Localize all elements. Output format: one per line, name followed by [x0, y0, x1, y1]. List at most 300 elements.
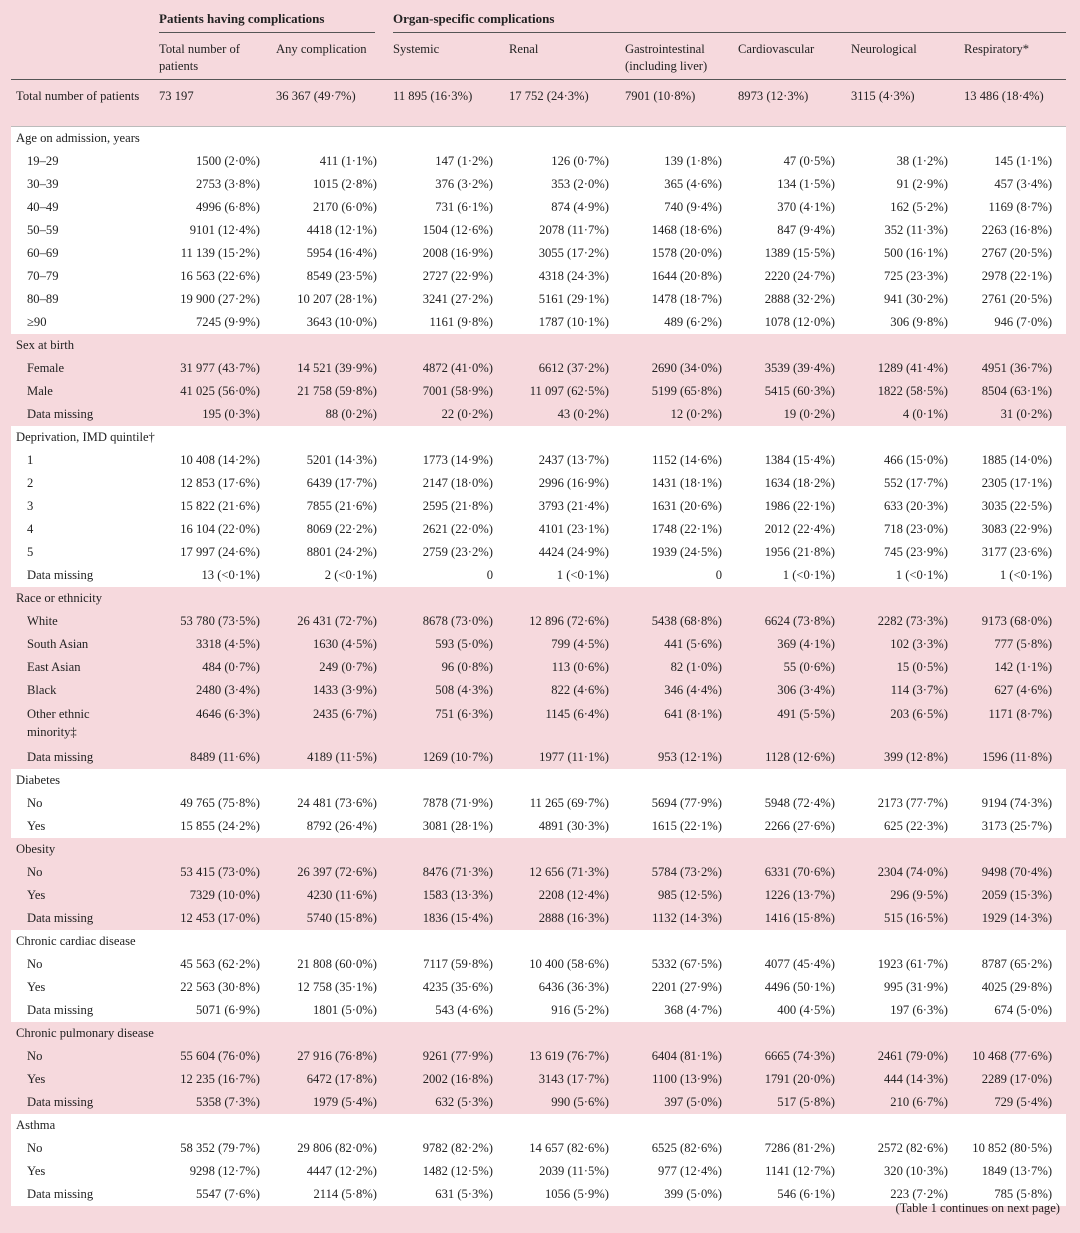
table-row [11, 196, 1066, 219]
table-cell: 725 (23·3%) [847, 265, 960, 288]
table-cell: 12 (0·2%) [621, 403, 734, 426]
table-cell: 1132 (14·3%) [621, 907, 734, 930]
table-cell: 8504 (63·1%) [960, 380, 1066, 403]
table-cell: 2147 (18·0%) [389, 472, 505, 495]
table-cell: 4230 (11·6%) [272, 884, 389, 907]
table-cell: 10 852 (80·5%) [960, 1137, 1066, 1160]
table-cell: 1141 (12·7%) [734, 1160, 847, 1183]
table-cell: 731 (6·1%) [389, 196, 505, 219]
table-cell: 12 235 (16·7%) [155, 1068, 272, 1091]
table-row [11, 953, 1066, 976]
table-cell: 4996 (6·8%) [155, 196, 272, 219]
table-cell: 411 (1·1%) [272, 150, 389, 173]
table-cell: 2595 (21·8%) [389, 495, 505, 518]
table-cell: 508 (4·3%) [389, 679, 505, 702]
table-cell: 1468 (18·6%) [621, 219, 734, 242]
table-cell: 4872 (41·0%) [389, 357, 505, 380]
table-cell: 14 521 (39·9%) [272, 357, 389, 380]
table-cell: 1791 (20·0%) [734, 1068, 847, 1091]
table-cell: 195 (0·3%) [155, 403, 272, 426]
table-cell: 22 (0·2%) [389, 403, 505, 426]
table-cell: 147 (1·2%) [389, 150, 505, 173]
table-row [11, 633, 1066, 656]
table-cell: 400 (4·5%) [734, 999, 847, 1022]
table-cell: 3081 (28·1%) [389, 815, 505, 838]
table-cell: 0 [389, 564, 505, 587]
table-cell: 1956 (21·8%) [734, 541, 847, 564]
table-cell: 641 (8·1%) [621, 702, 734, 746]
table-cell: 1161 (9·8%) [389, 311, 505, 334]
table-row [11, 564, 1066, 587]
table-cell: 2012 (22·4%) [734, 518, 847, 541]
table-cell: 995 (31·9%) [847, 976, 960, 999]
table-cell: 1500 (2·0%) [155, 150, 272, 173]
table-cell: 1787 (10·1%) [505, 311, 621, 334]
column-header: Respiratory* [960, 36, 1066, 80]
table-cell: 1801 (5·0%) [272, 999, 389, 1022]
table-cell: 88 (0·2%) [272, 403, 389, 426]
table-row [11, 656, 1066, 679]
table-cell: 1384 (15·4%) [734, 449, 847, 472]
table-cell: 10 207 (28·1%) [272, 288, 389, 311]
section-title: Deprivation, IMD quintile† [11, 426, 1066, 449]
table-cell: 1478 (18·7%) [621, 288, 734, 311]
table-cell: 8801 (24·2%) [272, 541, 389, 564]
row-label: Other ethnic minority‡ [11, 702, 155, 746]
section-title: Chronic cardiac disease [11, 930, 1066, 953]
table-cell: 26 397 (72·6%) [272, 861, 389, 884]
table-cell: 2039 (11·5%) [505, 1160, 621, 1183]
table-row [11, 679, 1066, 702]
row-label: No [11, 1137, 155, 1160]
table-cell: 1615 (22·1%) [621, 815, 734, 838]
table-cell: 4418 (12·1%) [272, 219, 389, 242]
table-cell: 1583 (13·3%) [389, 884, 505, 907]
table-cell: 1923 (61·7%) [847, 953, 960, 976]
table-cell: 353 (2·0%) [505, 173, 621, 196]
table-cell: 296 (9·5%) [847, 884, 960, 907]
table-cell: 4189 (11·5%) [272, 746, 389, 769]
table-cell: 6404 (81·1%) [621, 1045, 734, 1068]
table-cell: 822 (4·6%) [505, 679, 621, 702]
table-cell: 11 139 (15·2%) [155, 242, 272, 265]
column-header: Systemic [389, 36, 505, 80]
table-cell: 6439 (17·7%) [272, 472, 389, 495]
table-cell: 8973 (12·3%) [734, 80, 847, 127]
table-cell: 985 (12·5%) [621, 884, 734, 907]
table-cell: 29 806 (82·0%) [272, 1137, 389, 1160]
table-row [11, 403, 1066, 426]
table-cell: 102 (3·3%) [847, 633, 960, 656]
table-cell: 397 (5·0%) [621, 1091, 734, 1114]
table-cell: 0 [621, 564, 734, 587]
table-cell: 55 (0·6%) [734, 656, 847, 679]
section-title: Obesity [11, 838, 1066, 861]
table-cell: 3539 (39·4%) [734, 357, 847, 380]
table-cell: 2978 (22·1%) [960, 265, 1066, 288]
table-cell: 633 (20·3%) [847, 495, 960, 518]
table-cell: 4891 (30·3%) [505, 815, 621, 838]
table-cell: 3035 (22·5%) [960, 495, 1066, 518]
table-cell: 8792 (26·4%) [272, 815, 389, 838]
table-cell: 2059 (15·3%) [960, 884, 1066, 907]
table-cell: 13 486 (18·4%) [960, 80, 1066, 127]
table-cell: 399 (12·8%) [847, 746, 960, 769]
table-cell: 674 (5·0%) [960, 999, 1066, 1022]
table-cell: 145 (1·1%) [960, 150, 1066, 173]
table-cell: 17 752 (24·3%) [505, 80, 621, 127]
table-cell: 916 (5·2%) [505, 999, 621, 1022]
table-cell: 11 265 (69·7%) [505, 792, 621, 815]
table-cell: 466 (15·0%) [847, 449, 960, 472]
table-cell: 3143 (17·7%) [505, 1068, 621, 1091]
table-cell: 2173 (77·7%) [847, 792, 960, 815]
table-cell: 365 (4·6%) [621, 173, 734, 196]
table-cell: 73 197 [155, 80, 272, 127]
table-cell: 134 (1·5%) [734, 173, 847, 196]
table-cell: 45 563 (62·2%) [155, 953, 272, 976]
table-cell: 1596 (11·8%) [960, 746, 1066, 769]
table-cell: 1504 (12·6%) [389, 219, 505, 242]
table-cell: 8069 (22·2%) [272, 518, 389, 541]
table-cell: 113 (0·6%) [505, 656, 621, 679]
table-cell: 2435 (6·7%) [272, 702, 389, 746]
table-cell: 12 758 (35·1%) [272, 976, 389, 999]
table-cell: 21 808 (60·0%) [272, 953, 389, 976]
table-cell: 16 104 (22·0%) [155, 518, 272, 541]
table-cell: 1416 (15·8%) [734, 907, 847, 930]
table-cell: 745 (23·9%) [847, 541, 960, 564]
section-title: Chronic pulmonary disease [11, 1022, 1066, 1045]
table-cell: 6525 (82·6%) [621, 1137, 734, 1160]
table-cell: 5332 (67·5%) [621, 953, 734, 976]
row-label: 19–29 [11, 150, 155, 173]
table-cell: 4077 (45·4%) [734, 953, 847, 976]
table-cell: 3055 (17·2%) [505, 242, 621, 265]
table-row [11, 610, 1066, 633]
table-cell: 777 (5·8%) [960, 633, 1066, 656]
table-cell: 31 (0·2%) [960, 403, 1066, 426]
section-header-row [11, 838, 1066, 861]
column-header: Gastrointestinal (including liver) [621, 36, 734, 80]
table-cell: 1171 (8·7%) [960, 702, 1066, 746]
table-cell: 1979 (5·4%) [272, 1091, 389, 1114]
table-cell: 515 (16·5%) [847, 907, 960, 930]
table-cell: 139 (1·8%) [621, 150, 734, 173]
row-label: Yes [11, 1068, 155, 1091]
table-cell: 346 (4·4%) [621, 679, 734, 702]
section-header-row [11, 587, 1066, 610]
table-cell: 12 656 (71·3%) [505, 861, 621, 884]
row-label: East Asian [11, 656, 155, 679]
table-cell: 1015 (2·8%) [272, 173, 389, 196]
table-cell: 631 (5·3%) [389, 1183, 505, 1206]
row-label: Data missing [11, 1091, 155, 1114]
table-cell: 7001 (58·9%) [389, 380, 505, 403]
table-row [11, 746, 1066, 769]
table-cell: 1431 (18·1%) [621, 472, 734, 495]
table-cell: 4447 (12·2%) [272, 1160, 389, 1183]
row-label: Yes [11, 1160, 155, 1183]
table-cell: 500 (16·1%) [847, 242, 960, 265]
table-row [11, 907, 1066, 930]
table-cell: 9173 (68·0%) [960, 610, 1066, 633]
table-cell: 1226 (13·7%) [734, 884, 847, 907]
section-title: Sex at birth [11, 334, 1066, 357]
table-row [11, 815, 1066, 838]
table-cell: 491 (5·5%) [734, 702, 847, 746]
table-cell: 5948 (72·4%) [734, 792, 847, 815]
table-cell: 15 822 (21·6%) [155, 495, 272, 518]
table-cell: 162 (5·2%) [847, 196, 960, 219]
table-cell: 5954 (16·4%) [272, 242, 389, 265]
table-cell: 2888 (32·2%) [734, 288, 847, 311]
table-cell: 2078 (11·7%) [505, 219, 621, 242]
section-header-row [11, 334, 1066, 357]
table-cell: 2996 (16·9%) [505, 472, 621, 495]
section-title: Diabetes [11, 769, 1066, 792]
table-cell: 2461 (79·0%) [847, 1045, 960, 1068]
table-cell: 306 (3·4%) [734, 679, 847, 702]
table-cell: 2114 (5·8%) [272, 1183, 389, 1206]
table-cell: 9782 (82·2%) [389, 1137, 505, 1160]
table-cell: 1849 (13·7%) [960, 1160, 1066, 1183]
table-cell: 24 481 (73·6%) [272, 792, 389, 815]
table-cell: 2480 (3·4%) [155, 679, 272, 702]
table-cell: 941 (30·2%) [847, 288, 960, 311]
table-cell: 4101 (23·1%) [505, 518, 621, 541]
table-cell: 847 (9·4%) [734, 219, 847, 242]
table-cell: 9298 (12·7%) [155, 1160, 272, 1183]
table-cell: 6331 (70·6%) [734, 861, 847, 884]
table-row [11, 1137, 1066, 1160]
table-cell: 5201 (14·3%) [272, 449, 389, 472]
section-title: Age on admission, years [11, 127, 1066, 151]
section-header-row [11, 930, 1066, 953]
table-cell: 2305 (17·1%) [960, 472, 1066, 495]
column-header: Neurological [847, 36, 960, 80]
table-cell: 3177 (23·6%) [960, 541, 1066, 564]
table-cell: 376 (3·2%) [389, 173, 505, 196]
table-cell: 1289 (41·4%) [847, 357, 960, 380]
table-row [11, 1160, 1066, 1183]
table-cell: 2002 (16·8%) [389, 1068, 505, 1091]
table-cell: 457 (3·4%) [960, 173, 1066, 196]
table-cell: 8678 (73·0%) [389, 610, 505, 633]
table-cell: 11 895 (16·3%) [389, 80, 505, 127]
row-label: ≥90 [11, 311, 155, 334]
table-row [11, 792, 1066, 815]
row-label: Yes [11, 884, 155, 907]
row-label: 80–89 [11, 288, 155, 311]
table-cell: 5784 (73·2%) [621, 861, 734, 884]
table-row [11, 1068, 1066, 1091]
table-cell: 785 (5·8%) [960, 1183, 1066, 1206]
table-cell: 977 (12·4%) [621, 1160, 734, 1183]
row-label: White [11, 610, 155, 633]
table-cell: 49 765 (75·8%) [155, 792, 272, 815]
table-cell: 8787 (65·2%) [960, 953, 1066, 976]
table-cell: 5415 (60·3%) [734, 380, 847, 403]
table-cell: 2759 (23·2%) [389, 541, 505, 564]
row-label: Data missing [11, 403, 155, 426]
table-cell: 2727 (22·9%) [389, 265, 505, 288]
table-cell: 53 780 (73·5%) [155, 610, 272, 633]
table-row [11, 219, 1066, 242]
table-cell: 2 (<0·1%) [272, 564, 389, 587]
table-row [11, 288, 1066, 311]
table-cell: 1631 (20·6%) [621, 495, 734, 518]
table-row [11, 999, 1066, 1022]
table-cell: 15 (0·5%) [847, 656, 960, 679]
table-cell: 5438 (68·8%) [621, 610, 734, 633]
table-row [11, 518, 1066, 541]
table-cell: 82 (1·0%) [621, 656, 734, 679]
table-cell: 593 (5·0%) [389, 633, 505, 656]
table-cell: 369 (4·1%) [734, 633, 847, 656]
column-header: Cardiovascular [734, 36, 847, 80]
table-cell: 6665 (74·3%) [734, 1045, 847, 1068]
table-cell: 5547 (7·6%) [155, 1183, 272, 1206]
table-cell: 5740 (15·8%) [272, 907, 389, 930]
column-header: Any complication [272, 36, 389, 80]
table-cell: 1056 (5·9%) [505, 1183, 621, 1206]
row-label: Data missing [11, 746, 155, 769]
table-cell: 15 855 (24·2%) [155, 815, 272, 838]
table-cell: 11 097 (62·5%) [505, 380, 621, 403]
table-cell: 729 (5·4%) [960, 1091, 1066, 1114]
row-label: 3 [11, 495, 155, 518]
table-cell: 2282 (73·3%) [847, 610, 960, 633]
column-header: Renal [505, 36, 621, 80]
table-cell: 370 (4·1%) [734, 196, 847, 219]
table-cell: 4496 (50·1%) [734, 976, 847, 999]
table-row [11, 173, 1066, 196]
table-cell: 1389 (15·5%) [734, 242, 847, 265]
table-container [11, 0, 1066, 1206]
table-cell: 517 (5·8%) [734, 1091, 847, 1114]
table-cell: 26 431 (72·7%) [272, 610, 389, 633]
table-cell: 53 415 (73·0%) [155, 861, 272, 884]
table-cell: 368 (4·7%) [621, 999, 734, 1022]
table-cell: 2289 (17·0%) [960, 1068, 1066, 1091]
table-cell: 13 (<0·1%) [155, 564, 272, 587]
table-cell: 6472 (17·8%) [272, 1068, 389, 1091]
row-label: Yes [11, 815, 155, 838]
table-cell: 799 (4·5%) [505, 633, 621, 656]
table-cell: 352 (11·3%) [847, 219, 960, 242]
table-cell: 31 977 (43·7%) [155, 357, 272, 380]
table-cell: 1929 (14·3%) [960, 907, 1066, 930]
table-cell: 7286 (81·2%) [734, 1137, 847, 1160]
table-cell: 1 (<0·1%) [505, 564, 621, 587]
table-row [11, 702, 1066, 746]
table-cell: 740 (9·4%) [621, 196, 734, 219]
table-cell: 2753 (3·8%) [155, 173, 272, 196]
table-cell: 19 (0·2%) [734, 403, 847, 426]
table-cell: 142 (1·1%) [960, 656, 1066, 679]
table-cell: 546 (6·1%) [734, 1183, 847, 1206]
table-cell: 4318 (24·3%) [505, 265, 621, 288]
table-cell: 4235 (35·6%) [389, 976, 505, 999]
table-cell: 27 916 (76·8%) [272, 1045, 389, 1068]
row-label: No [11, 953, 155, 976]
table-cell: 1269 (10·7%) [389, 746, 505, 769]
table-cell: 9498 (70·4%) [960, 861, 1066, 884]
table-cell: 632 (5·3%) [389, 1091, 505, 1114]
table-cell: 210 (6·7%) [847, 1091, 960, 1114]
table-row [11, 311, 1066, 334]
row-label: Data missing [11, 1183, 155, 1206]
table-row [11, 884, 1066, 907]
table-cell: 55 604 (76·0%) [155, 1045, 272, 1068]
table-row [11, 150, 1066, 173]
table-cell: 47 (0·5%) [734, 150, 847, 173]
table-cell: 91 (2·9%) [847, 173, 960, 196]
table-cell: 2263 (16·8%) [960, 219, 1066, 242]
row-label: 70–79 [11, 265, 155, 288]
table-cell: 1634 (18·2%) [734, 472, 847, 495]
table-cell: 13 619 (76·7%) [505, 1045, 621, 1068]
table-cell: 7901 (10·8%) [621, 80, 734, 127]
table-cell: 2767 (20·5%) [960, 242, 1066, 265]
table-cell: 3083 (22·9%) [960, 518, 1066, 541]
table-cell: 1822 (58·5%) [847, 380, 960, 403]
table-cell: 552 (17·7%) [847, 472, 960, 495]
table-cell: 197 (6·3%) [847, 999, 960, 1022]
table-cell: 8549 (23·5%) [272, 265, 389, 288]
table-cell: 1128 (12·6%) [734, 746, 847, 769]
table-row [11, 242, 1066, 265]
table-cell: 12 896 (72·6%) [505, 610, 621, 633]
table-cell: 7878 (71·9%) [389, 792, 505, 815]
table-cell: 9101 (12·4%) [155, 219, 272, 242]
group-header-patients: Patients having complications [155, 0, 389, 36]
table-cell: 1 (<0·1%) [734, 564, 847, 587]
table-cell: 5071 (6·9%) [155, 999, 272, 1022]
section-header-row [11, 1114, 1066, 1137]
table-cell: 751 (6·3%) [389, 702, 505, 746]
table-row [11, 449, 1066, 472]
table-cell: 2201 (27·9%) [621, 976, 734, 999]
section-header-row [11, 1022, 1066, 1045]
table-cell: 306 (9·8%) [847, 311, 960, 334]
row-label: No [11, 792, 155, 815]
table-cell: 38 (1·2%) [847, 150, 960, 173]
row-label: 5 [11, 541, 155, 564]
table-cell: 5199 (65·8%) [621, 380, 734, 403]
table-cell: 249 (0·7%) [272, 656, 389, 679]
column-header-row [11, 36, 1066, 80]
row-label: 50–59 [11, 219, 155, 242]
table-cell: 1169 (8·7%) [960, 196, 1066, 219]
table-cell: 2170 (6·0%) [272, 196, 389, 219]
table-cell: 2888 (16·3%) [505, 907, 621, 930]
table-cell: 43 (0·2%) [505, 403, 621, 426]
table-cell: 2304 (74·0%) [847, 861, 960, 884]
table-row [11, 472, 1066, 495]
table-cell: 627 (4·6%) [960, 679, 1066, 702]
group-header-row [11, 0, 1066, 36]
table-cell: 3318 (4·5%) [155, 633, 272, 656]
row-label: South Asian [11, 633, 155, 656]
table-row [11, 265, 1066, 288]
table-cell: 3643 (10·0%) [272, 311, 389, 334]
table-cell: 1630 (4·5%) [272, 633, 389, 656]
table-cell: 2690 (34·0%) [621, 357, 734, 380]
table-cell: 21 758 (59·8%) [272, 380, 389, 403]
table-row [11, 1091, 1066, 1114]
